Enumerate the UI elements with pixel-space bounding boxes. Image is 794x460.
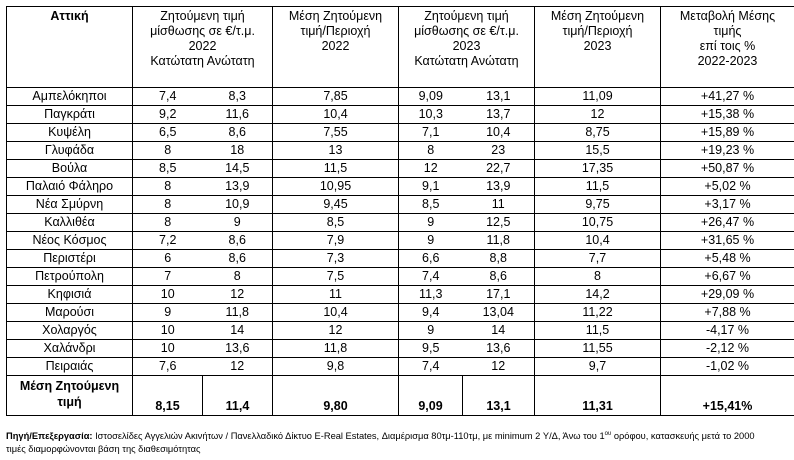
summary-max-2022: 11,4 <box>203 376 273 416</box>
cell-min-2022: 7,6 <box>133 358 203 376</box>
cell-max-2023: 22,7 <box>463 160 535 178</box>
cell-min-2023: 7,4 <box>399 358 463 376</box>
cell-change: +5,48 % <box>661 250 794 268</box>
cell-max-2022: 8,6 <box>203 250 273 268</box>
cell-max-2023: 23 <box>463 142 535 160</box>
header-row <box>7 7 794 88</box>
cell-min-2023: 8 <box>399 142 463 160</box>
cell-max-2022: 13,9 <box>203 178 273 196</box>
cell-area: Αμπελόκηποι <box>7 88 133 106</box>
cell-max-2022: 14 <box>203 322 273 340</box>
summary-min-2023: 9,09 <box>399 376 463 416</box>
summary-label: Μέση Ζητούμενη τιμή <box>7 376 133 416</box>
rent-prices-table <box>6 6 794 416</box>
cell-avg-2023: 9,75 <box>535 196 661 214</box>
table-row <box>7 142 794 160</box>
cell-change: +26,47 % <box>661 214 794 232</box>
cell-avg-2023: 17,35 <box>535 160 661 178</box>
cell-avg-2022: 10,4 <box>273 106 399 124</box>
cell-avg-2022: 7,3 <box>273 250 399 268</box>
cell-avg-2022: 11,5 <box>273 160 399 178</box>
cell-avg-2023: 11,55 <box>535 340 661 358</box>
cell-min-2022: 8 <box>133 196 203 214</box>
cell-avg-2023: 7,7 <box>535 250 661 268</box>
cell-change: +15,89 % <box>661 124 794 142</box>
cell-min-2023: 8,5 <box>399 196 463 214</box>
cell-change: -4,17 % <box>661 322 794 340</box>
summary-avg-2023: 11,31 <box>535 376 661 416</box>
table-row <box>7 232 794 250</box>
cell-avg-2023: 11,5 <box>535 322 661 340</box>
table-row <box>7 340 794 358</box>
table-row <box>7 250 794 268</box>
cell-avg-2023: 9,7 <box>535 358 661 376</box>
cell-avg-2022: 10,4 <box>273 304 399 322</box>
cell-min-2023: 9,5 <box>399 340 463 358</box>
header-change: Μεταβολή Μέσης τιμής επί τοις % 2022-2023 <box>661 7 794 88</box>
cell-max-2023: 10,4 <box>463 124 535 142</box>
source-line-1 <box>6 428 794 443</box>
cell-area: Κηφισιά <box>7 286 133 304</box>
cell-avg-2023: 11,5 <box>535 178 661 196</box>
cell-area: Μαρούσι <box>7 304 133 322</box>
cell-max-2022: 9 <box>203 214 273 232</box>
cell-max-2023: 13,7 <box>463 106 535 124</box>
cell-avg-2023: 11,09 <box>535 88 661 106</box>
cell-max-2022: 14,5 <box>203 160 273 178</box>
cell-max-2023: 13,6 <box>463 340 535 358</box>
cell-avg-2022: 11 <box>273 286 399 304</box>
cell-area: Χαλάνδρι <box>7 340 133 358</box>
cell-change: +7,88 % <box>661 304 794 322</box>
cell-avg-2022: 7,9 <box>273 232 399 250</box>
cell-min-2023: 9 <box>399 232 463 250</box>
header-avg-2023: Μέση Ζητούμενη τιμή/Περιοχή 2023 <box>535 7 661 88</box>
cell-change: +15,38 % <box>661 106 794 124</box>
cell-avg-2023: 10,75 <box>535 214 661 232</box>
cell-min-2023: 7,1 <box>399 124 463 142</box>
cell-area: Νέα Σμύρνη <box>7 196 133 214</box>
cell-area: Νέος Κόσμος <box>7 232 133 250</box>
cell-min-2022: 9 <box>133 304 203 322</box>
cell-max-2023: 13,1 <box>463 88 535 106</box>
cell-max-2022: 18 <box>203 142 273 160</box>
table-row <box>7 358 794 376</box>
cell-avg-2022: 7,85 <box>273 88 399 106</box>
cell-max-2022: 8,6 <box>203 124 273 142</box>
summary-row <box>7 376 794 416</box>
source-note <box>6 428 794 456</box>
cell-max-2023: 11 <box>463 196 535 214</box>
cell-avg-2022: 8,5 <box>273 214 399 232</box>
table-row <box>7 322 794 340</box>
cell-max-2023: 13,04 <box>463 304 535 322</box>
cell-avg-2023: 14,2 <box>535 286 661 304</box>
cell-avg-2023: 12 <box>535 106 661 124</box>
cell-min-2023: 9 <box>399 322 463 340</box>
cell-min-2023: 12 <box>399 160 463 178</box>
cell-avg-2022: 9,8 <box>273 358 399 376</box>
cell-avg-2022: 12 <box>273 322 399 340</box>
cell-max-2022: 13,6 <box>203 340 273 358</box>
cell-min-2023: 6,6 <box>399 250 463 268</box>
header-avg-2022: Μέση Ζητούμενη τιμή/Περιοχή 2022 <box>273 7 399 88</box>
header-price-2023: Ζητούμενη τιμή μίσθωσης σε €/τ.μ. 2023 Κατώτατη Ανώτατη <box>399 7 535 88</box>
cell-min-2023: 9,1 <box>399 178 463 196</box>
cell-max-2022: 8,6 <box>203 232 273 250</box>
cell-min-2022: 8,5 <box>133 160 203 178</box>
cell-area: Πειραιάς <box>7 358 133 376</box>
cell-change: +41,27 % <box>661 88 794 106</box>
cell-area: Παλαιό Φάληρο <box>7 178 133 196</box>
cell-avg-2023: 15,5 <box>535 142 661 160</box>
cell-avg-2022: 10,95 <box>273 178 399 196</box>
cell-max-2022: 12 <box>203 286 273 304</box>
summary-min-2022: 8,15 <box>133 376 203 416</box>
cell-avg-2023: 11,22 <box>535 304 661 322</box>
cell-area: Γλυφάδα <box>7 142 133 160</box>
cell-avg-2023: 8,75 <box>535 124 661 142</box>
cell-avg-2022: 11,8 <box>273 340 399 358</box>
source-superscript: ου <box>604 431 612 437</box>
cell-min-2023: 7,4 <box>399 268 463 286</box>
cell-max-2022: 8,3 <box>203 88 273 106</box>
source-text: Ιστοσελίδες Αγγελιών Ακινήτων / Πανελλαδικό Δίκτυο E-Real Estates, Διαμέρισμα 80τμ-110τμ, με minimum 2 Υ/Δ, Άνω του 1 <box>92 431 605 442</box>
table-row <box>7 124 794 142</box>
table-row <box>7 286 794 304</box>
cell-min-2022: 8 <box>133 178 203 196</box>
cell-change: +31,65 % <box>661 232 794 250</box>
cell-change: -2,12 % <box>661 340 794 358</box>
cell-min-2023: 9 <box>399 214 463 232</box>
table-body <box>7 88 794 376</box>
cell-max-2023: 12 <box>463 358 535 376</box>
cell-avg-2022: 7,5 <box>273 268 399 286</box>
cell-max-2022: 8 <box>203 268 273 286</box>
cell-max-2022: 12 <box>203 358 273 376</box>
cell-max-2023: 8,6 <box>463 268 535 286</box>
table-row <box>7 304 794 322</box>
header-area: Αττική <box>7 7 133 88</box>
cell-change: +6,67 % <box>661 268 794 286</box>
cell-min-2022: 8 <box>133 142 203 160</box>
cell-change: +3,17 % <box>661 196 794 214</box>
cell-area: Χολαργός <box>7 322 133 340</box>
summary-avg-2022: 9,80 <box>273 376 399 416</box>
cell-change: +5,02 % <box>661 178 794 196</box>
cell-max-2022: 11,6 <box>203 106 273 124</box>
cell-max-2022: 11,8 <box>203 304 273 322</box>
cell-area: Περιστέρι <box>7 250 133 268</box>
cell-max-2023: 17,1 <box>463 286 535 304</box>
cell-min-2022: 10 <box>133 340 203 358</box>
summary-max-2023: 13,1 <box>463 376 535 416</box>
table-row <box>7 106 794 124</box>
cell-max-2023: 8,8 <box>463 250 535 268</box>
header-price-2022: Ζητούμενη τιμή μίσθωσης σε €/τ.μ. 2022 Κατώτατη Ανώτατη <box>133 7 273 88</box>
cell-change: -1,02 % <box>661 358 794 376</box>
cell-min-2022: 8 <box>133 214 203 232</box>
summary-change: +15,41% <box>661 376 794 416</box>
cell-max-2023: 13,9 <box>463 178 535 196</box>
cell-area: Πετρούπολη <box>7 268 133 286</box>
cell-min-2022: 7 <box>133 268 203 286</box>
cell-max-2023: 14 <box>463 322 535 340</box>
cell-avg-2022: 13 <box>273 142 399 160</box>
cell-min-2023: 9,09 <box>399 88 463 106</box>
table-row <box>7 196 794 214</box>
cell-change: +19,23 % <box>661 142 794 160</box>
cell-avg-2022: 9,45 <box>273 196 399 214</box>
cell-change: +50,87 % <box>661 160 794 178</box>
cell-min-2022: 7,2 <box>133 232 203 250</box>
table-row <box>7 268 794 286</box>
cell-min-2023: 11,3 <box>399 286 463 304</box>
cell-min-2022: 6 <box>133 250 203 268</box>
table-row <box>7 88 794 106</box>
source-text-end: ορόφου, κατασκευής μετά το 2000 <box>611 431 755 442</box>
cell-area: Βούλα <box>7 160 133 178</box>
cell-avg-2023: 10,4 <box>535 232 661 250</box>
cell-area: Παγκράτι <box>7 106 133 124</box>
source-label: Πηγή/Επεξεργασία: <box>6 431 93 442</box>
table-row <box>7 214 794 232</box>
table-row <box>7 160 794 178</box>
cell-min-2022: 6,5 <box>133 124 203 142</box>
cell-avg-2023: 8 <box>535 268 661 286</box>
cell-area: Καλλιθέα <box>7 214 133 232</box>
cell-min-2023: 9,4 <box>399 304 463 322</box>
cell-area: Κυψέλη <box>7 124 133 142</box>
cell-min-2022: 10 <box>133 322 203 340</box>
source-line-2: τιμές διαμορφώνονται βάση της διαθεσιμότητας <box>6 444 201 455</box>
cell-min-2023: 10,3 <box>399 106 463 124</box>
cell-min-2022: 9,2 <box>133 106 203 124</box>
cell-avg-2022: 7,55 <box>273 124 399 142</box>
cell-max-2023: 11,8 <box>463 232 535 250</box>
cell-min-2022: 10 <box>133 286 203 304</box>
cell-max-2022: 10,9 <box>203 196 273 214</box>
cell-min-2022: 7,4 <box>133 88 203 106</box>
cell-change: +29,09 % <box>661 286 794 304</box>
cell-max-2023: 12,5 <box>463 214 535 232</box>
table-row <box>7 178 794 196</box>
